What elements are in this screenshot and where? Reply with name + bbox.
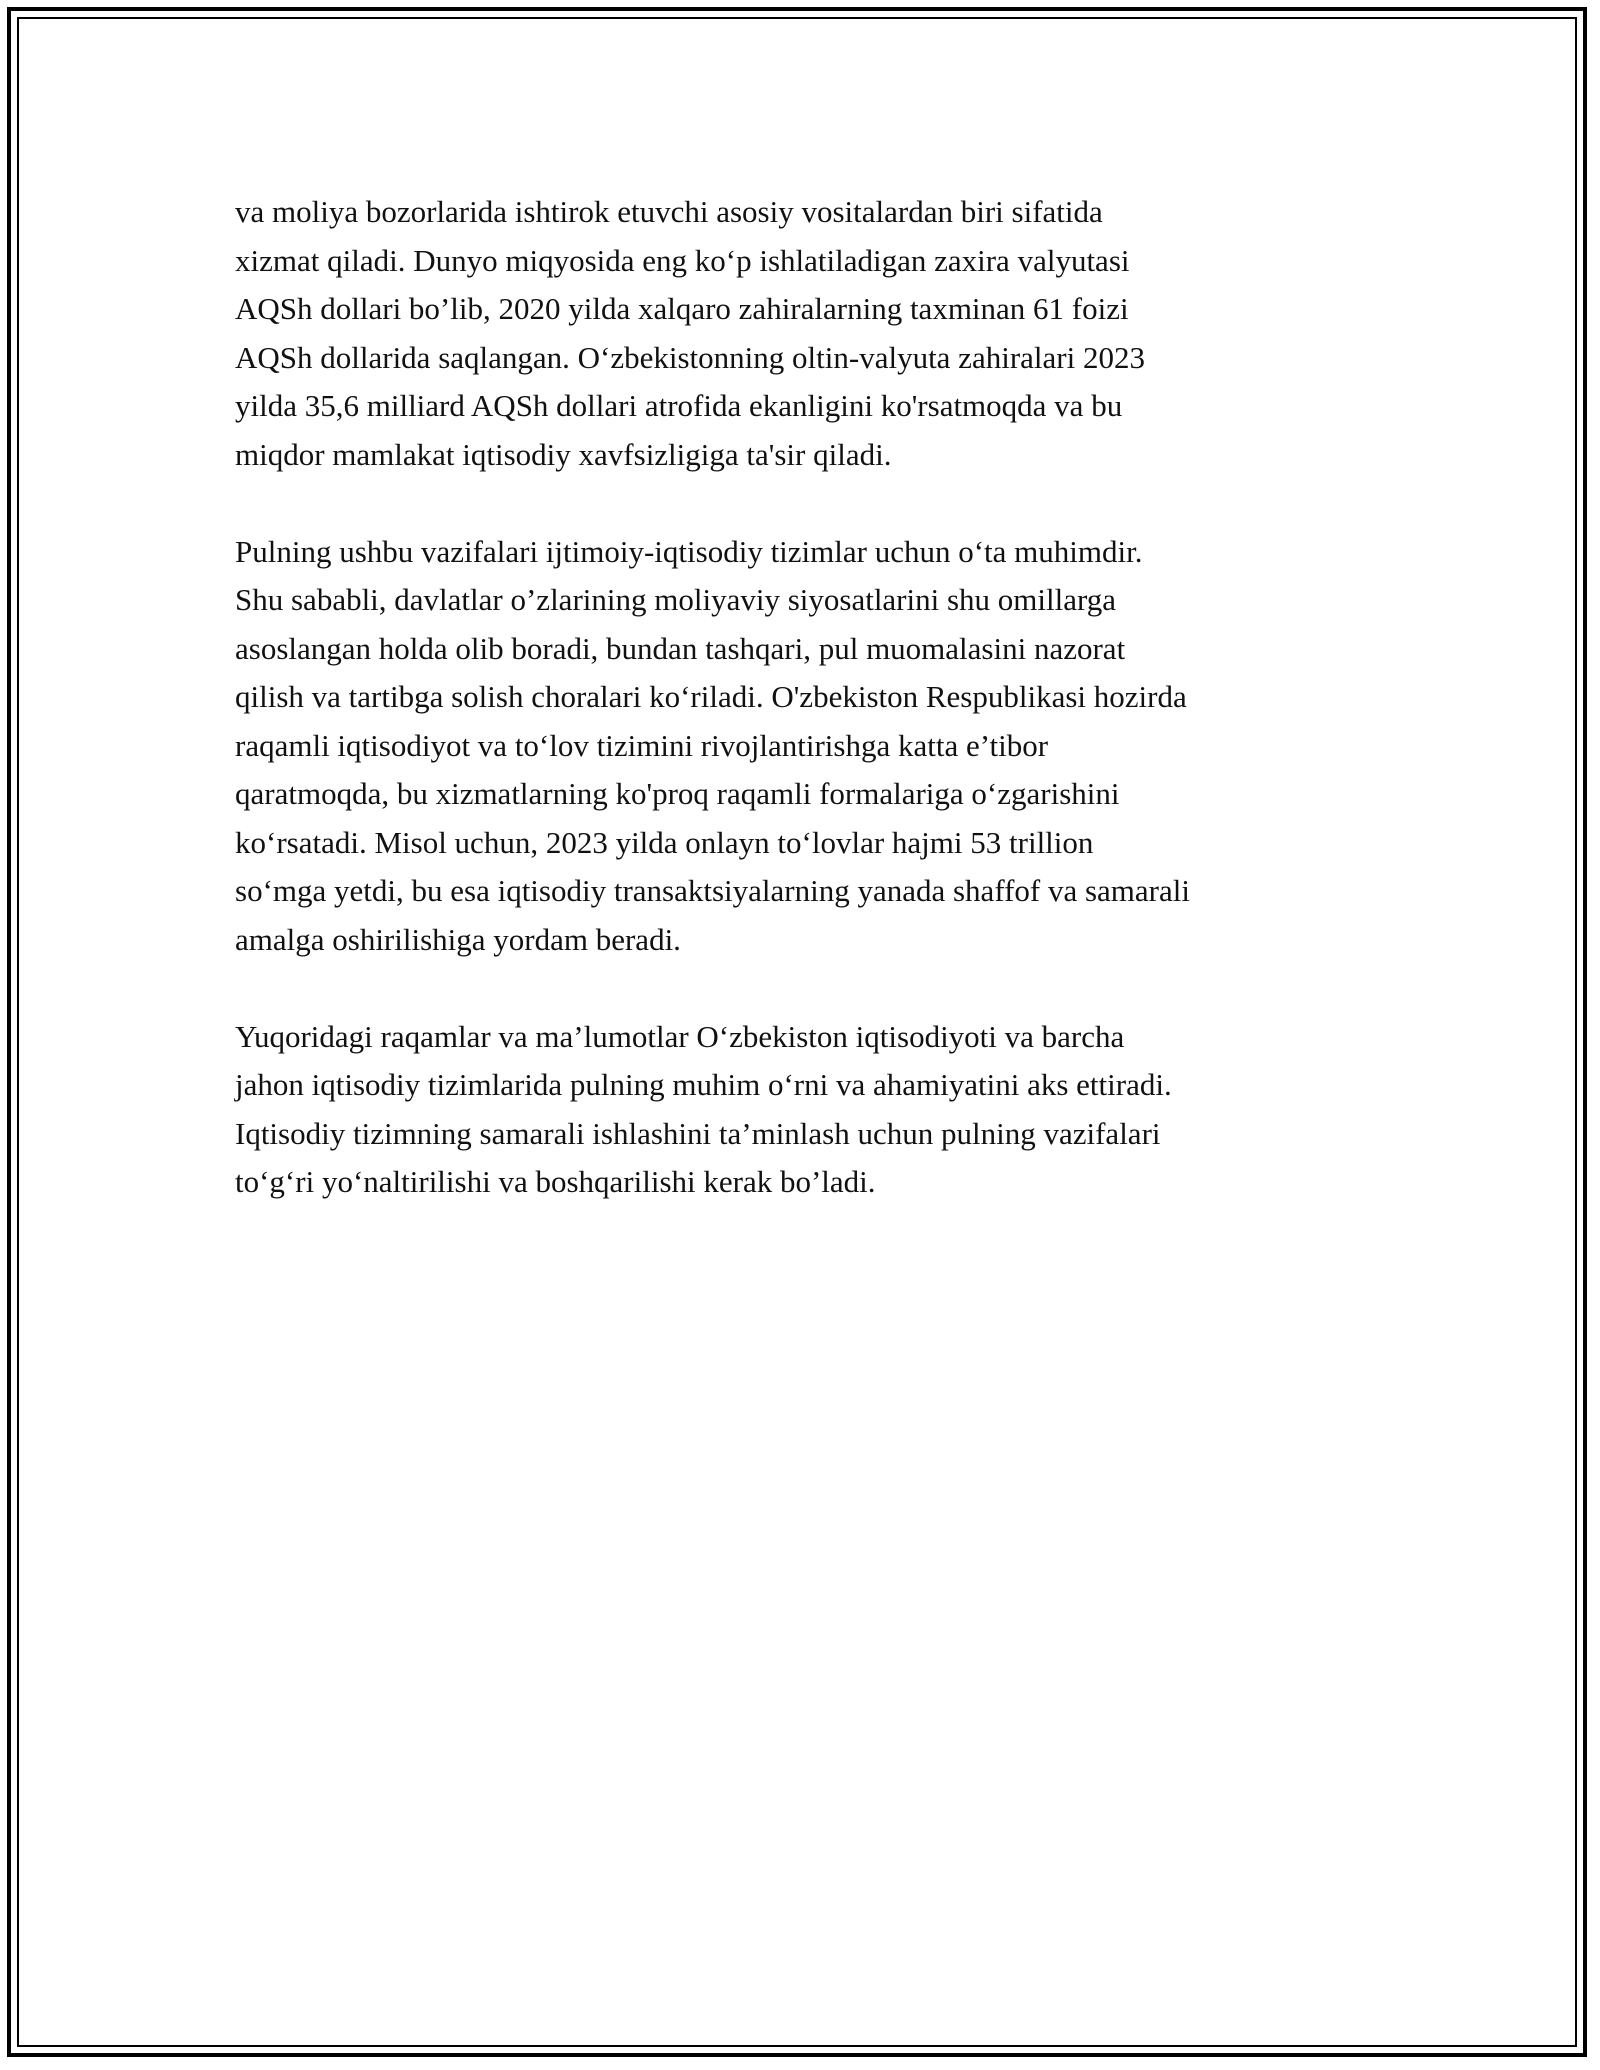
document-body xyxy=(235,188,1375,1255)
paragraph-line: Yuqoridagi raqamlar va ma’lumotlar O‘zbekiston iqtisodiyoti va barcha xyxy=(235,1018,1125,1054)
paragraph-line: yilda 35,6 milliard AQSh dollari atrofida ekanligini ko'rsatmoqda va bu xyxy=(235,388,1123,423)
paragraph-line: amalga oshirilishiga yordam beradi. xyxy=(235,921,681,957)
paragraph-line: to‘g‘ri yo‘naltirilishi va boshqarilishi kerak bo’ladi. xyxy=(235,1164,876,1199)
paragraph-line: ko‘rsatadi. Misol uchun, 2023 yilda onlayn to‘lovlar hajmi 53 trillion xyxy=(235,824,1094,860)
paragraph-line: raqamli iqtisodiyot va to‘lov tizimini rivojlantirishga katta e’tibor xyxy=(235,727,1049,763)
paragraph-1 xyxy=(235,188,1375,479)
paragraph-line: so‘mga yetdi, bu esa iqtisodiy transaktsiyalarning yanada shaffof va samarali xyxy=(235,873,1190,908)
paragraph-line: qilish va tartibga solish choralari ko‘riladi. O'zbekiston Respublikasi hozirda xyxy=(235,679,1187,714)
paragraph-line: Iqtisodiy tizimning samarali ishlashini ta’minlash uchun pulning vazifalari xyxy=(235,1115,1161,1151)
paragraph-line: jahon iqtisodiy tizimlarida pulning muhim o‘rni va ahamiyatini aks ettiradi. xyxy=(235,1067,1172,1102)
paragraph-line: Shu sababli, davlatlar o’zlarining moliyaviy siyosatlarini shu omillarga xyxy=(235,582,1117,617)
paragraph-line: AQSh dollarida saqlangan. O‘zbekistonning oltin-valyuta zahiralari 2023 xyxy=(235,339,1145,375)
paragraph-3 xyxy=(235,1013,1375,1207)
paragraph-line: AQSh dollari bo’lib, 2020 yilda xalqaro zahiralarning taxminan 61 foizi xyxy=(235,291,1129,326)
paragraph-line: qaratmoqda, bu xizmatlarning ko'proq raqamli formalariga o‘zgarishini xyxy=(235,776,1120,811)
paragraph-line: va moliya bozorlarida ishtirok etuvchi asosiy vositalardan biri sifatida xyxy=(235,194,1103,229)
paragraph-line: miqdor mamlakat iqtisodiy xavfsizligiga ta'sir qiladi. xyxy=(235,436,892,472)
paragraph-line: xizmat qiladi. Dunyo miqyosida eng ko‘p ishlatiladigan zaxira valyutasi xyxy=(235,242,1130,278)
paragraph-2 xyxy=(235,528,1375,965)
paragraph-line: asoslangan holda olib boradi, bundan tashqari, pul muomalasini nazorat xyxy=(235,630,1126,666)
paragraph-line: Pulning ushbu vazifalari ijtimoiy-iqtisodiy tizimlar uchun o‘ta muhimdir. xyxy=(235,533,1143,569)
